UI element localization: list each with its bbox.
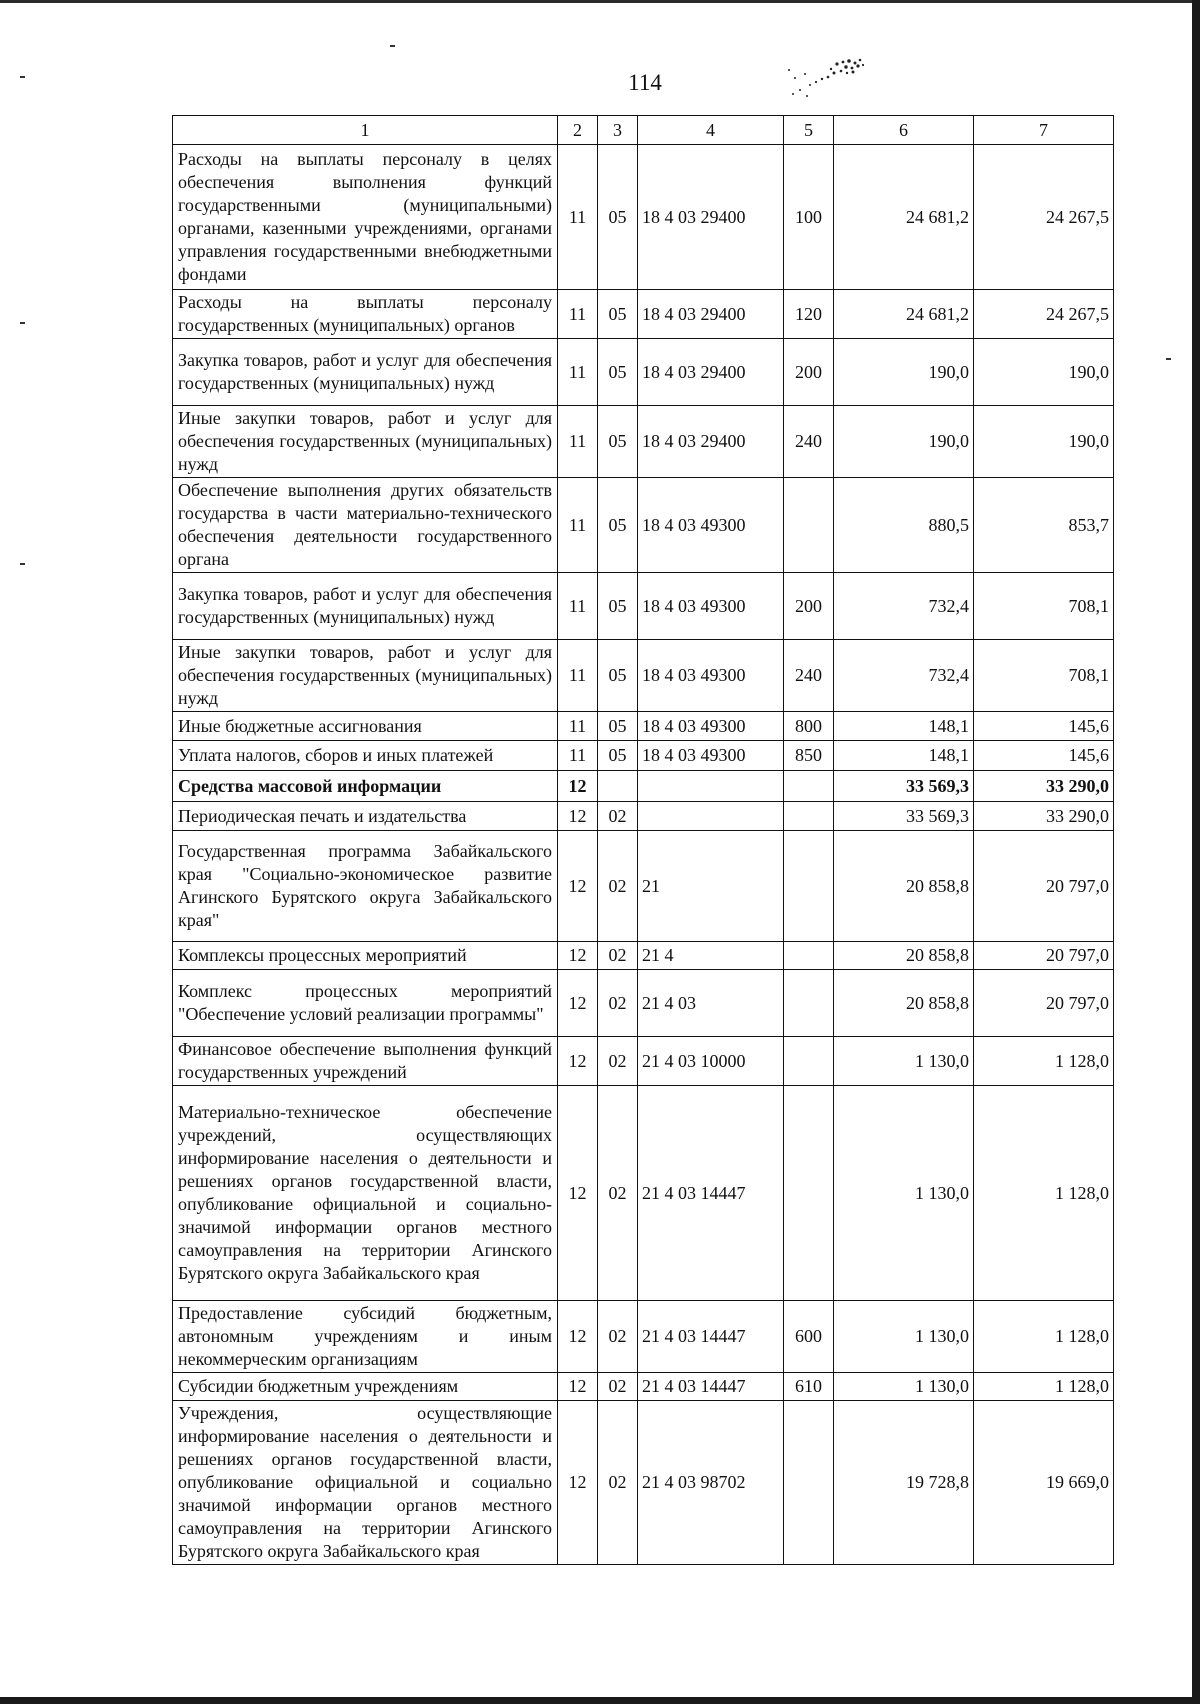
budget-table xyxy=(172,115,1114,1565)
row-amount-year-1: 1 130,0 xyxy=(834,1301,974,1373)
row-target-article: 21 xyxy=(638,831,784,942)
row-amount-year-1: 24 681,2 xyxy=(834,290,974,339)
row-subsection: 05 xyxy=(598,339,638,406)
row-amount-year-2: 1 128,0 xyxy=(974,1037,1114,1086)
row-expense-type: 800 xyxy=(784,712,834,741)
row-target-article: 18 4 03 29400 xyxy=(638,406,784,478)
table-row xyxy=(173,145,1114,290)
row-subsection xyxy=(598,771,638,802)
row-section: 11 xyxy=(558,290,598,339)
row-section: 11 xyxy=(558,640,598,712)
row-section: 12 xyxy=(558,942,598,970)
row-target-article xyxy=(638,802,784,831)
scan-edge-bottom xyxy=(0,1697,1200,1704)
row-amount-year-2: 20 797,0 xyxy=(974,831,1114,942)
table-row xyxy=(173,339,1114,406)
scan-edge-right xyxy=(1192,0,1200,1704)
row-expense-type xyxy=(784,942,834,970)
row-name: Закупка товаров, работ и услуг для обеспечения государственных (муниципальных) нужд xyxy=(173,339,558,406)
row-amount-year-2: 145,6 xyxy=(974,712,1114,741)
scan-edge-top xyxy=(0,0,1200,3)
row-section: 12 xyxy=(558,1373,598,1401)
row-name: Государственная программа Забайкальского края "Социально-экономическое развитие Агинского Бурятского округа Забайкальского края" xyxy=(173,831,558,942)
row-amount-year-2: 1 128,0 xyxy=(974,1301,1114,1373)
row-name: Средства массовой информации xyxy=(173,771,558,802)
row-name: Расходы на выплаты персоналу в целях обеспечения выполнения функций государственными (муниципальными) органами, казенными учреждениями, органами управления государственными внебюджетными фондами xyxy=(173,145,558,290)
row-subsection: 02 xyxy=(598,1401,638,1565)
row-expense-type: 600 xyxy=(784,1301,834,1373)
table-row xyxy=(173,1373,1114,1401)
row-amount-year-1: 190,0 xyxy=(834,339,974,406)
row-expense-type: 240 xyxy=(784,406,834,478)
row-section: 12 xyxy=(558,831,598,942)
row-expense-type: 200 xyxy=(784,339,834,406)
row-amount-year-1: 20 858,8 xyxy=(834,831,974,942)
row-subsection: 02 xyxy=(598,1301,638,1373)
row-amount-year-1: 1 130,0 xyxy=(834,1373,974,1401)
table-row xyxy=(173,1301,1114,1373)
row-section: 11 xyxy=(558,573,598,640)
row-expense-type xyxy=(784,831,834,942)
row-amount-year-1: 190,0 xyxy=(834,406,974,478)
table-row xyxy=(173,802,1114,831)
row-section: 12 xyxy=(558,802,598,831)
row-amount-year-1: 148,1 xyxy=(834,741,974,771)
row-name: Субсидии бюджетным учреждениям xyxy=(173,1373,558,1401)
row-subsection: 05 xyxy=(598,406,638,478)
row-target-article: 21 4 03 98702 xyxy=(638,1401,784,1565)
row-subsection: 05 xyxy=(598,741,638,771)
row-target-article: 18 4 03 29400 xyxy=(638,290,784,339)
table-row xyxy=(173,1086,1114,1301)
row-subsection: 05 xyxy=(598,290,638,339)
row-expense-type xyxy=(784,802,834,831)
row-target-article: 21 4 03 14447 xyxy=(638,1301,784,1373)
row-amount-year-2: 20 797,0 xyxy=(974,942,1114,970)
row-name: Закупка товаров, работ и услуг для обеспечения государственных (муниципальных) нужд xyxy=(173,573,558,640)
row-name: Предоставление субсидий бюджетным, автономным учреждениям и иным некоммерческим организациям xyxy=(173,1301,558,1373)
row-target-article: 18 4 03 49300 xyxy=(638,478,784,573)
row-target-article: 18 4 03 49300 xyxy=(638,640,784,712)
table-row xyxy=(173,942,1114,970)
row-amount-year-2: 708,1 xyxy=(974,640,1114,712)
row-amount-year-2: 20 797,0 xyxy=(974,970,1114,1037)
row-amount-year-2: 145,6 xyxy=(974,741,1114,771)
row-amount-year-2: 708,1 xyxy=(974,573,1114,640)
row-target-article: 21 4 03 xyxy=(638,970,784,1037)
row-target-article: 21 4 03 14447 xyxy=(638,1086,784,1301)
row-amount-year-2: 1 128,0 xyxy=(974,1373,1114,1401)
row-expense-type: 120 xyxy=(784,290,834,339)
row-subsection: 02 xyxy=(598,1373,638,1401)
row-amount-year-2: 33 290,0 xyxy=(974,771,1114,802)
margin-mark xyxy=(390,45,395,47)
table-row xyxy=(173,573,1114,640)
row-amount-year-2: 24 267,5 xyxy=(974,290,1114,339)
row-section: 12 xyxy=(558,1401,598,1565)
row-expense-type xyxy=(784,1401,834,1565)
row-subsection: 02 xyxy=(598,802,638,831)
row-target-article: 21 4 xyxy=(638,942,784,970)
row-amount-year-1: 732,4 xyxy=(834,573,974,640)
row-amount-year-1: 1 130,0 xyxy=(834,1037,974,1086)
row-amount-year-2: 33 290,0 xyxy=(974,802,1114,831)
table-row xyxy=(173,831,1114,942)
row-expense-type xyxy=(784,478,834,573)
header-cell: 4 xyxy=(638,116,784,145)
row-name: Периодическая печать и издательства xyxy=(173,802,558,831)
row-name: Комплекс процессных мероприятий "Обеспечение условий реализации программы" xyxy=(173,970,558,1037)
row-subsection: 05 xyxy=(598,573,638,640)
table-row xyxy=(173,1401,1114,1565)
row-target-article: 18 4 03 49300 xyxy=(638,573,784,640)
row-amount-year-2: 19 669,0 xyxy=(974,1401,1114,1565)
row-section: 12 xyxy=(558,1037,598,1086)
row-subsection: 02 xyxy=(598,1086,638,1301)
row-subsection: 05 xyxy=(598,478,638,573)
row-expense-type xyxy=(784,771,834,802)
row-target-article: 18 4 03 29400 xyxy=(638,145,784,290)
row-name: Комплексы процессных мероприятий xyxy=(173,942,558,970)
header-cell: 3 xyxy=(598,116,638,145)
row-name: Иные закупки товаров, работ и услуг для обеспечения государственных (муниципальных) нужд xyxy=(173,406,558,478)
row-expense-type xyxy=(784,1037,834,1086)
row-expense-type: 240 xyxy=(784,640,834,712)
row-amount-year-2: 190,0 xyxy=(974,406,1114,478)
table-row xyxy=(173,771,1114,802)
row-amount-year-2: 1 128,0 xyxy=(974,1086,1114,1301)
header-cell: 7 xyxy=(974,116,1114,145)
row-expense-type: 610 xyxy=(784,1373,834,1401)
row-expense-type xyxy=(784,1086,834,1301)
header-cell: 2 xyxy=(558,116,598,145)
margin-mark xyxy=(20,563,25,565)
row-target-article: 21 4 03 14447 xyxy=(638,1373,784,1401)
table-row xyxy=(173,478,1114,573)
row-section: 11 xyxy=(558,741,598,771)
page-number: 114 xyxy=(628,70,662,95)
row-section: 12 xyxy=(558,970,598,1037)
row-section: 12 xyxy=(558,1301,598,1373)
row-section: 12 xyxy=(558,771,598,802)
row-amount-year-1: 20 858,8 xyxy=(834,942,974,970)
row-amount-year-1: 19 728,8 xyxy=(834,1401,974,1565)
row-target-article: 18 4 03 49300 xyxy=(638,741,784,771)
row-expense-type: 200 xyxy=(784,573,834,640)
row-name: Расходы на выплаты персоналу государственных (муниципальных) органов xyxy=(173,290,558,339)
row-subsection: 02 xyxy=(598,1037,638,1086)
row-subsection: 02 xyxy=(598,970,638,1037)
row-amount-year-1: 732,4 xyxy=(834,640,974,712)
row-target-article: 21 4 03 10000 xyxy=(638,1037,784,1086)
row-section: 12 xyxy=(558,1086,598,1301)
table-row xyxy=(173,290,1114,339)
row-section: 11 xyxy=(558,145,598,290)
row-subsection: 05 xyxy=(598,712,638,741)
table-row xyxy=(173,406,1114,478)
row-expense-type: 100 xyxy=(784,145,834,290)
margin-mark xyxy=(1166,358,1171,360)
header-cell: 5 xyxy=(784,116,834,145)
row-section: 11 xyxy=(558,478,598,573)
row-amount-year-1: 24 681,2 xyxy=(834,145,974,290)
row-amount-year-1: 33 569,3 xyxy=(834,771,974,802)
row-subsection: 02 xyxy=(598,942,638,970)
row-expense-type: 850 xyxy=(784,741,834,771)
row-amount-year-2: 24 267,5 xyxy=(974,145,1114,290)
margin-mark xyxy=(20,322,25,324)
row-amount-year-1: 148,1 xyxy=(834,712,974,741)
row-name: Иные закупки товаров, работ и услуг для обеспечения государственных (муниципальных) нужд xyxy=(173,640,558,712)
header-cell: 6 xyxy=(834,116,974,145)
row-amount-year-2: 853,7 xyxy=(974,478,1114,573)
row-amount-year-1: 20 858,8 xyxy=(834,970,974,1037)
row-amount-year-1: 880,5 xyxy=(834,478,974,573)
row-expense-type xyxy=(784,970,834,1037)
budget-table-body xyxy=(173,116,1114,1565)
row-target-article: 18 4 03 49300 xyxy=(638,712,784,741)
row-name: Уплата налогов, сборов и иных платежей xyxy=(173,741,558,771)
row-name: Иные бюджетные ассигнования xyxy=(173,712,558,741)
row-amount-year-2: 190,0 xyxy=(974,339,1114,406)
table-row xyxy=(173,741,1114,771)
table-row xyxy=(173,712,1114,741)
row-name: Учреждения, осуществляющие информирование населения о деятельности и решениях органов государственной власти, опубликование официальной и социально значимой информации органов местного самоуправления на территории Агинского Бурятского округа Забайкальского края xyxy=(173,1401,558,1565)
table-row xyxy=(173,970,1114,1037)
row-subsection: 05 xyxy=(598,640,638,712)
row-subsection: 02 xyxy=(598,831,638,942)
row-name: Материально-техническое обеспечение учреждений, осуществляющих информирование населения о деятельности и решениях органов государственной власти, опубликование официальной и социально-значимой информации органов местного самоуправления на территории Агинского Бурятского округа Забайкальского края xyxy=(173,1086,558,1301)
table-row xyxy=(173,1037,1114,1086)
margin-mark xyxy=(20,76,25,78)
row-amount-year-1: 33 569,3 xyxy=(834,802,974,831)
row-section: 11 xyxy=(558,406,598,478)
row-target-article: 18 4 03 29400 xyxy=(638,339,784,406)
row-subsection: 05 xyxy=(598,145,638,290)
row-name: Обеспечение выполнения других обязательств государства в части материально-технического обеспечения деятельности государственного органа xyxy=(173,478,558,573)
row-amount-year-1: 1 130,0 xyxy=(834,1086,974,1301)
header-cell: 1 xyxy=(173,116,558,145)
row-target-article xyxy=(638,771,784,802)
stamp-mark xyxy=(745,52,885,107)
row-section: 11 xyxy=(558,712,598,741)
row-section: 11 xyxy=(558,339,598,406)
table-row xyxy=(173,640,1114,712)
header-row xyxy=(173,116,1114,145)
row-name: Финансовое обеспечение выполнения функций государственных учреждений xyxy=(173,1037,558,1086)
